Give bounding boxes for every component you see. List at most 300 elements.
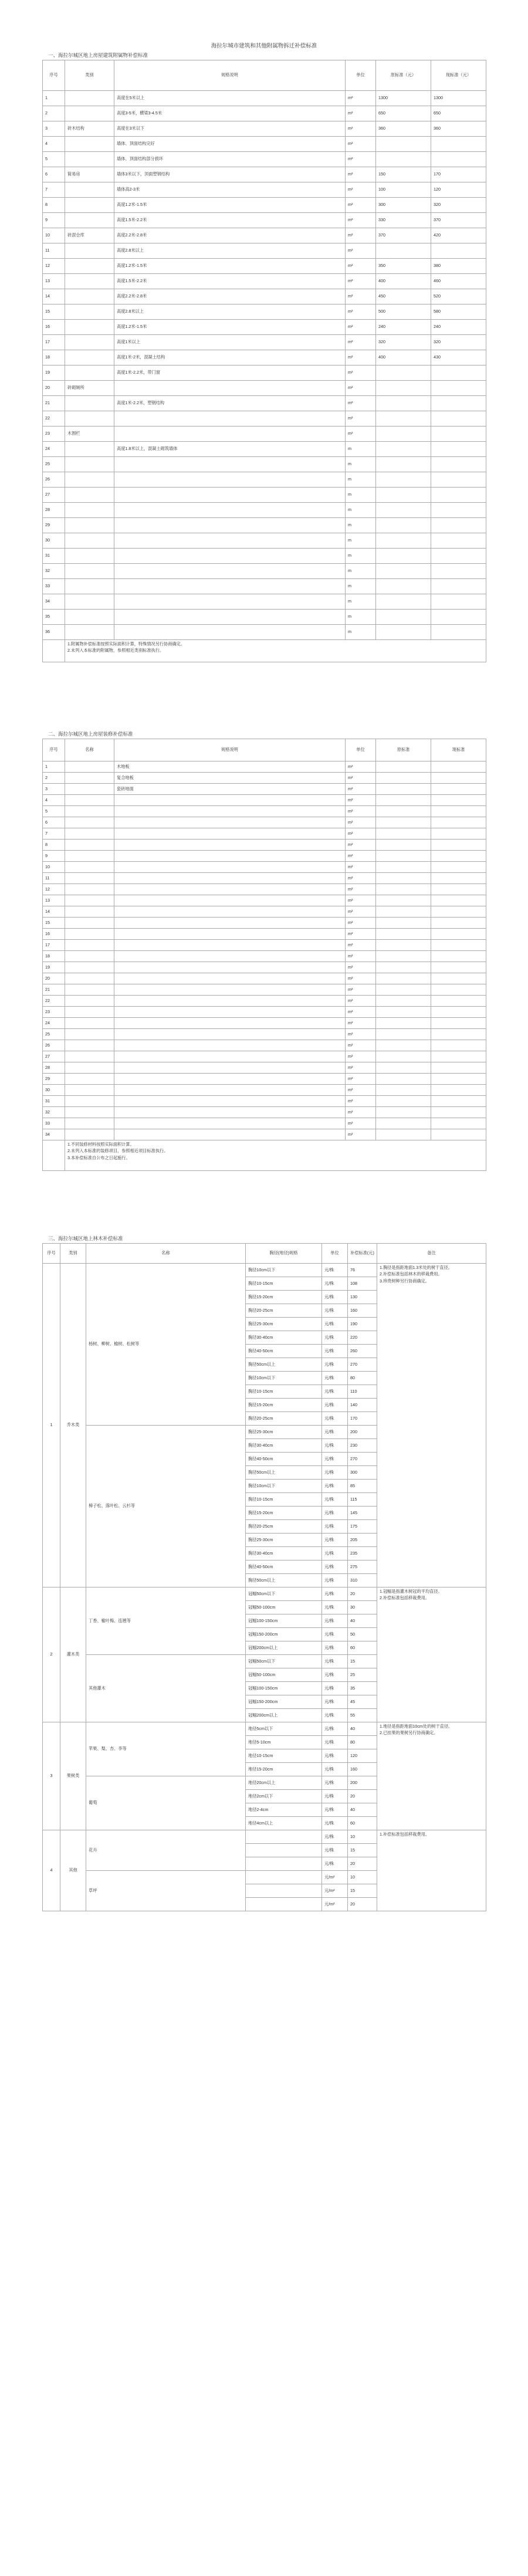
row-number: 3 [43, 121, 65, 137]
column-header: 单位 [346, 739, 376, 761]
item-unit: 元/株 [322, 1844, 348, 1857]
item-unit: 元/株 [322, 1426, 348, 1439]
old-price [376, 951, 431, 962]
size-spec: 胸径50cm以上 [246, 1358, 322, 1372]
column-header: 序号 [43, 60, 65, 91]
table-row [43, 350, 486, 365]
item-unit: m² [346, 121, 376, 137]
item-unit: 元/株 [322, 1561, 348, 1574]
item-spec [114, 873, 346, 884]
new-price [431, 533, 486, 549]
item-category: 木围栏 [65, 426, 114, 442]
item-unit: 元/株 [322, 1480, 348, 1493]
compensation-price: 200 [348, 1426, 377, 1439]
item-unit: m² [346, 918, 376, 929]
new-price [431, 365, 486, 381]
size-spec: 地径2cm以下 [246, 1790, 322, 1803]
item-spec [114, 1074, 346, 1085]
row-number: 10 [43, 862, 65, 873]
compensation-price: 20 [348, 1898, 377, 1911]
old-price [376, 840, 431, 851]
old-price [376, 1096, 431, 1107]
table-row [43, 533, 486, 549]
old-price [376, 152, 431, 167]
new-price [431, 1118, 486, 1129]
item-spec: 高度1米-2米，混凝土结构 [114, 350, 346, 365]
table-row [43, 851, 486, 862]
item-spec: 墙体、顶面结构完好 [114, 137, 346, 152]
item-spec [114, 1107, 346, 1118]
row-number: 22 [43, 996, 65, 1007]
row-number: 15 [43, 918, 65, 929]
old-price [376, 940, 431, 951]
row-number: 6 [43, 167, 65, 182]
compensation-price: 20 [348, 1790, 377, 1803]
row-number: 32 [43, 1107, 65, 1118]
old-price [376, 795, 431, 806]
item-spec [114, 1051, 346, 1062]
item-category [65, 806, 114, 817]
new-price: 240 [431, 320, 486, 335]
table-row [43, 940, 486, 951]
item-spec: 高度在5米以上 [114, 91, 346, 106]
item-category [65, 996, 114, 1007]
row-number: 30 [43, 533, 65, 549]
table-row [43, 518, 486, 533]
item-unit: 元/株 [322, 1466, 348, 1480]
item-unit: 元/株 [322, 1655, 348, 1668]
compensation-price: 270 [348, 1453, 377, 1466]
notes-row [43, 640, 486, 662]
new-price [431, 962, 486, 973]
new-price [431, 996, 486, 1007]
row-number: 20 [43, 381, 65, 396]
row-number: 25 [43, 1029, 65, 1040]
table-row [43, 381, 486, 396]
compensation-price: 220 [348, 1331, 377, 1345]
item-category [65, 784, 114, 795]
size-spec: 胸径10-15cm [246, 1385, 322, 1399]
old-price [376, 594, 431, 610]
row-number: 4 [43, 795, 65, 806]
row-number: 16 [43, 929, 65, 940]
row-number: 27 [43, 1051, 65, 1062]
old-price [376, 579, 431, 594]
size-spec [246, 1857, 322, 1871]
table-row [43, 564, 486, 579]
item-unit: m [346, 457, 376, 472]
item-spec: 高度2.8米以上 [114, 304, 346, 320]
size-spec: 胸径25-30cm [246, 1534, 322, 1547]
item-category [65, 940, 114, 951]
item-unit: 元/株 [322, 1439, 348, 1453]
item-category [65, 1074, 114, 1085]
item-category [65, 518, 114, 533]
item-unit: m [346, 594, 376, 610]
old-price [376, 1085, 431, 1096]
old-price [376, 1051, 431, 1062]
row-number: 17 [43, 335, 65, 350]
item-unit: 元/株 [322, 1763, 348, 1776]
item-category [65, 549, 114, 564]
item-category [65, 918, 114, 929]
table-row [43, 1007, 486, 1018]
table-row [43, 320, 486, 335]
item-category [65, 488, 114, 503]
new-price [431, 411, 486, 426]
table-header-row [43, 1244, 486, 1264]
item-spec: 高度1.5米-2.2米 [114, 274, 346, 289]
row-number: 12 [43, 884, 65, 895]
item-unit: 元/株 [322, 1749, 348, 1763]
table-row [43, 549, 486, 564]
item-unit: 元/株 [322, 1547, 348, 1561]
item-spec [114, 579, 346, 594]
size-spec: 冠幅50cm以下 [246, 1587, 322, 1601]
item-unit: m² [346, 884, 376, 895]
new-price [431, 828, 486, 840]
row-number: 9 [43, 851, 65, 862]
item-spec [114, 840, 346, 851]
item-unit: 元/株 [322, 1614, 348, 1628]
compensation-price: 25 [348, 1668, 377, 1682]
item-category [65, 1007, 114, 1018]
item-category [65, 152, 114, 167]
table-row [43, 228, 486, 243]
item-unit: 元/m² [322, 1884, 348, 1898]
new-price [431, 1062, 486, 1074]
size-spec: 冠幅50-100cm [246, 1601, 322, 1614]
item-spec [114, 929, 346, 940]
item-spec [114, 1085, 346, 1096]
new-price [431, 806, 486, 817]
size-spec: 胸径10-15cm [246, 1277, 322, 1291]
column-header: 名称 [86, 1244, 246, 1264]
size-spec: 胸径20-25cm [246, 1520, 322, 1534]
table-row [43, 91, 486, 106]
old-price [376, 918, 431, 929]
size-spec: 胸径40-50cm [246, 1453, 322, 1466]
table-row [43, 610, 486, 625]
new-price [431, 564, 486, 579]
row-number: 3 [43, 784, 65, 795]
size-spec: 胸径30-40cm [246, 1547, 322, 1561]
item-unit: m² [346, 951, 376, 962]
old-price [376, 1029, 431, 1040]
item-category [65, 1096, 114, 1107]
old-price [376, 884, 431, 895]
new-price [431, 549, 486, 564]
new-price: 1300 [431, 91, 486, 106]
old-price: 370 [376, 228, 431, 243]
row-number: 29 [43, 518, 65, 533]
size-spec: 地径10-15cm [246, 1749, 322, 1763]
old-price: 350 [376, 259, 431, 274]
old-price [376, 457, 431, 472]
new-price [431, 137, 486, 152]
compensation-price: 270 [348, 1358, 377, 1372]
item-spec [114, 457, 346, 472]
item-spec [114, 533, 346, 549]
item-unit: m² [346, 228, 376, 243]
size-spec: 胸径10-15cm [246, 1493, 322, 1507]
compensation-price: 170 [348, 1412, 377, 1426]
old-price [376, 426, 431, 442]
compensation-price: 110 [348, 1385, 377, 1399]
item-unit: m² [346, 289, 376, 304]
table-row [43, 1129, 486, 1140]
old-price [376, 137, 431, 152]
item-spec [114, 610, 346, 625]
item-spec [114, 1040, 346, 1051]
compensation-price: 60 [348, 1641, 377, 1655]
old-price [376, 564, 431, 579]
table-row [43, 106, 486, 121]
old-price [376, 1118, 431, 1129]
old-price [376, 1129, 431, 1140]
old-price [376, 828, 431, 840]
old-price [376, 761, 431, 773]
column-header: 类别 [60, 1244, 86, 1264]
item-unit: 元/株 [322, 1587, 348, 1601]
row-number: 5 [43, 152, 65, 167]
new-price [431, 1029, 486, 1040]
size-spec: 胸径15-20cm [246, 1291, 322, 1304]
item-unit: 元/株 [322, 1507, 348, 1520]
column-header: 原标准 [376, 739, 431, 761]
compensation-price: 80 [348, 1736, 377, 1749]
item-unit: 元/株 [322, 1358, 348, 1372]
item-spec: 高度1米-2.2米，塑钢结构 [114, 396, 346, 411]
table-row [43, 773, 486, 784]
new-price [431, 1018, 486, 1029]
size-spec: 地径20cm以上 [246, 1776, 322, 1790]
row-number: 27 [43, 488, 65, 503]
size-spec: 胸径30-40cm [246, 1439, 322, 1453]
table-row [43, 488, 486, 503]
item-unit: 元/m² [322, 1871, 348, 1884]
new-price [431, 973, 486, 984]
new-price [431, 862, 486, 873]
note-line: 3.本补偿标准自公布之日起施行。 [67, 1155, 130, 1160]
table-row [43, 335, 486, 350]
new-price [431, 1096, 486, 1107]
item-unit: m² [346, 1107, 376, 1118]
old-price [376, 503, 431, 518]
old-price [376, 817, 431, 828]
compensation-price: 230 [348, 1439, 377, 1453]
table-row [43, 929, 486, 940]
item-spec [114, 625, 346, 640]
item-spec: 复合地板 [114, 773, 346, 784]
table-row [43, 1264, 486, 1277]
new-price [431, 1074, 486, 1085]
compensation-price: 80 [348, 1372, 377, 1385]
item-unit: m² [346, 761, 376, 773]
item-unit: m² [346, 1040, 376, 1051]
new-price: 360 [431, 121, 486, 137]
size-spec: 胸径50cm以上 [246, 1466, 322, 1480]
item-spec [114, 951, 346, 962]
item-category: 砖砌厕所 [65, 381, 114, 396]
compensation-price: 175 [348, 1520, 377, 1534]
item-unit: m² [346, 940, 376, 951]
item-category [65, 396, 114, 411]
remark-line: 1.胸径是指距地面1.3米处的树干直径。 [380, 1265, 452, 1270]
size-spec: 胸径20-25cm [246, 1304, 322, 1318]
item-category [65, 457, 114, 472]
item-category [65, 350, 114, 365]
new-price [431, 795, 486, 806]
row-number: 30 [43, 1085, 65, 1096]
remarks-cell [377, 1264, 486, 1587]
row-number: 33 [43, 579, 65, 594]
table-row [43, 817, 486, 828]
item-spec [114, 1018, 346, 1029]
section2-table [42, 739, 486, 1171]
table-row [43, 906, 486, 918]
new-price: 650 [431, 106, 486, 121]
table-row [43, 594, 486, 610]
note-line: 1.附属物补偿标准按照实际面积计算，特殊情况另行协商确定。 [67, 641, 185, 646]
old-price [376, 442, 431, 457]
item-unit: m² [346, 274, 376, 289]
item-spec [114, 962, 346, 973]
row-number: 13 [43, 895, 65, 906]
column-header: 类别 [65, 60, 114, 91]
row-number: 23 [43, 1007, 65, 1018]
compensation-price: 15 [348, 1884, 377, 1898]
size-spec: 地径4cm以上 [246, 1817, 322, 1830]
old-price [376, 365, 431, 381]
old-price [376, 784, 431, 795]
column-header: 名称 [65, 739, 114, 761]
remark-line: 2.已挂果的果树另行协商确定。 [380, 1730, 438, 1736]
compensation-price: 300 [348, 1466, 377, 1480]
size-spec: 冠幅200cm以上 [246, 1641, 322, 1655]
item-spec: 墙体3米以下，顶面塑钢结构 [114, 167, 346, 182]
row-number: 20 [43, 973, 65, 984]
item-spec: 高度1.2米-1.5米 [114, 320, 346, 335]
item-unit: m [346, 442, 376, 457]
new-price [431, 152, 486, 167]
size-spec: 胸径40-50cm [246, 1345, 322, 1358]
new-price [431, 579, 486, 594]
item-unit: 元/株 [322, 1291, 348, 1304]
item-spec: 高度1.2米-1.5米 [114, 259, 346, 274]
item-spec [114, 564, 346, 579]
item-unit: 元/株 [322, 1857, 348, 1871]
size-spec: 胸径20-25cm [246, 1412, 322, 1426]
old-price [376, 381, 431, 396]
item-unit: m² [346, 806, 376, 817]
compensation-price: 40 [348, 1614, 377, 1628]
old-price: 400 [376, 274, 431, 289]
table-row [43, 884, 486, 895]
table-row [43, 274, 486, 289]
item-spec [114, 795, 346, 806]
item-unit: m² [346, 426, 376, 442]
new-price [431, 840, 486, 851]
item-category [65, 1107, 114, 1118]
new-price: 320 [431, 198, 486, 213]
row-number: 14 [43, 289, 65, 304]
item-spec [114, 1062, 346, 1074]
row-number: 11 [43, 243, 65, 259]
item-unit: 元/株 [322, 1641, 348, 1655]
row-number: 4 [43, 137, 65, 152]
table-row [43, 1018, 486, 1029]
old-price [376, 929, 431, 940]
new-price [431, 625, 486, 640]
old-price [376, 549, 431, 564]
item-category [65, 533, 114, 549]
row-number: 25 [43, 457, 65, 472]
item-category [65, 137, 114, 152]
item-unit: m² [346, 1096, 376, 1107]
remark-line: 3.珍贵树种另行协商确定。 [380, 1278, 430, 1284]
item-spec: 墙体、顶面结构部分损坏 [114, 152, 346, 167]
compensation-price: 30 [348, 1601, 377, 1614]
row-number: 32 [43, 564, 65, 579]
section1-table [42, 60, 486, 662]
new-price: 580 [431, 304, 486, 320]
row-number: 23 [43, 426, 65, 442]
remark-line: 1.冠幅是指灌木树冠的平均直径。 [380, 1589, 442, 1594]
compensation-price: 35 [348, 1682, 377, 1695]
old-price [376, 411, 431, 426]
row-number: 2 [43, 106, 65, 121]
remarks-cell [377, 1830, 486, 1911]
item-unit: m² [346, 1029, 376, 1040]
old-price [376, 906, 431, 918]
old-price: 100 [376, 182, 431, 198]
item-unit: m² [346, 396, 376, 411]
item-unit: m [346, 549, 376, 564]
item-category [65, 828, 114, 840]
item-unit: 元/株 [322, 1682, 348, 1695]
row-number: 34 [43, 594, 65, 610]
item-category [65, 1129, 114, 1140]
item-unit: m² [346, 152, 376, 167]
table-row [43, 289, 486, 304]
item-unit: m² [346, 91, 376, 106]
remarks-cell [377, 1722, 486, 1830]
item-spec: 瓷砖地面 [114, 784, 346, 795]
item-unit: 元/株 [322, 1709, 348, 1722]
item-unit: m² [346, 213, 376, 228]
item-unit: m² [346, 1062, 376, 1074]
item-spec [114, 817, 346, 828]
old-price: 450 [376, 289, 431, 304]
item-unit: 元/株 [322, 1345, 348, 1358]
item-category [65, 411, 114, 426]
row-number: 18 [43, 350, 65, 365]
item-spec [114, 984, 346, 996]
row-number: 36 [43, 625, 65, 640]
row-number: 24 [43, 1018, 65, 1029]
compensation-price: 145 [348, 1507, 377, 1520]
section2-title: 二、海拉尔城区地上房屋装修补偿标准 [48, 731, 133, 737]
item-category [65, 929, 114, 940]
compensation-price: 76 [348, 1264, 377, 1277]
item-unit: m [346, 488, 376, 503]
compensation-price: 55 [348, 1709, 377, 1722]
new-price [431, 773, 486, 784]
table-row [43, 873, 486, 884]
item-category: 砖木结构 [65, 121, 114, 137]
compensation-price: 40 [348, 1803, 377, 1817]
